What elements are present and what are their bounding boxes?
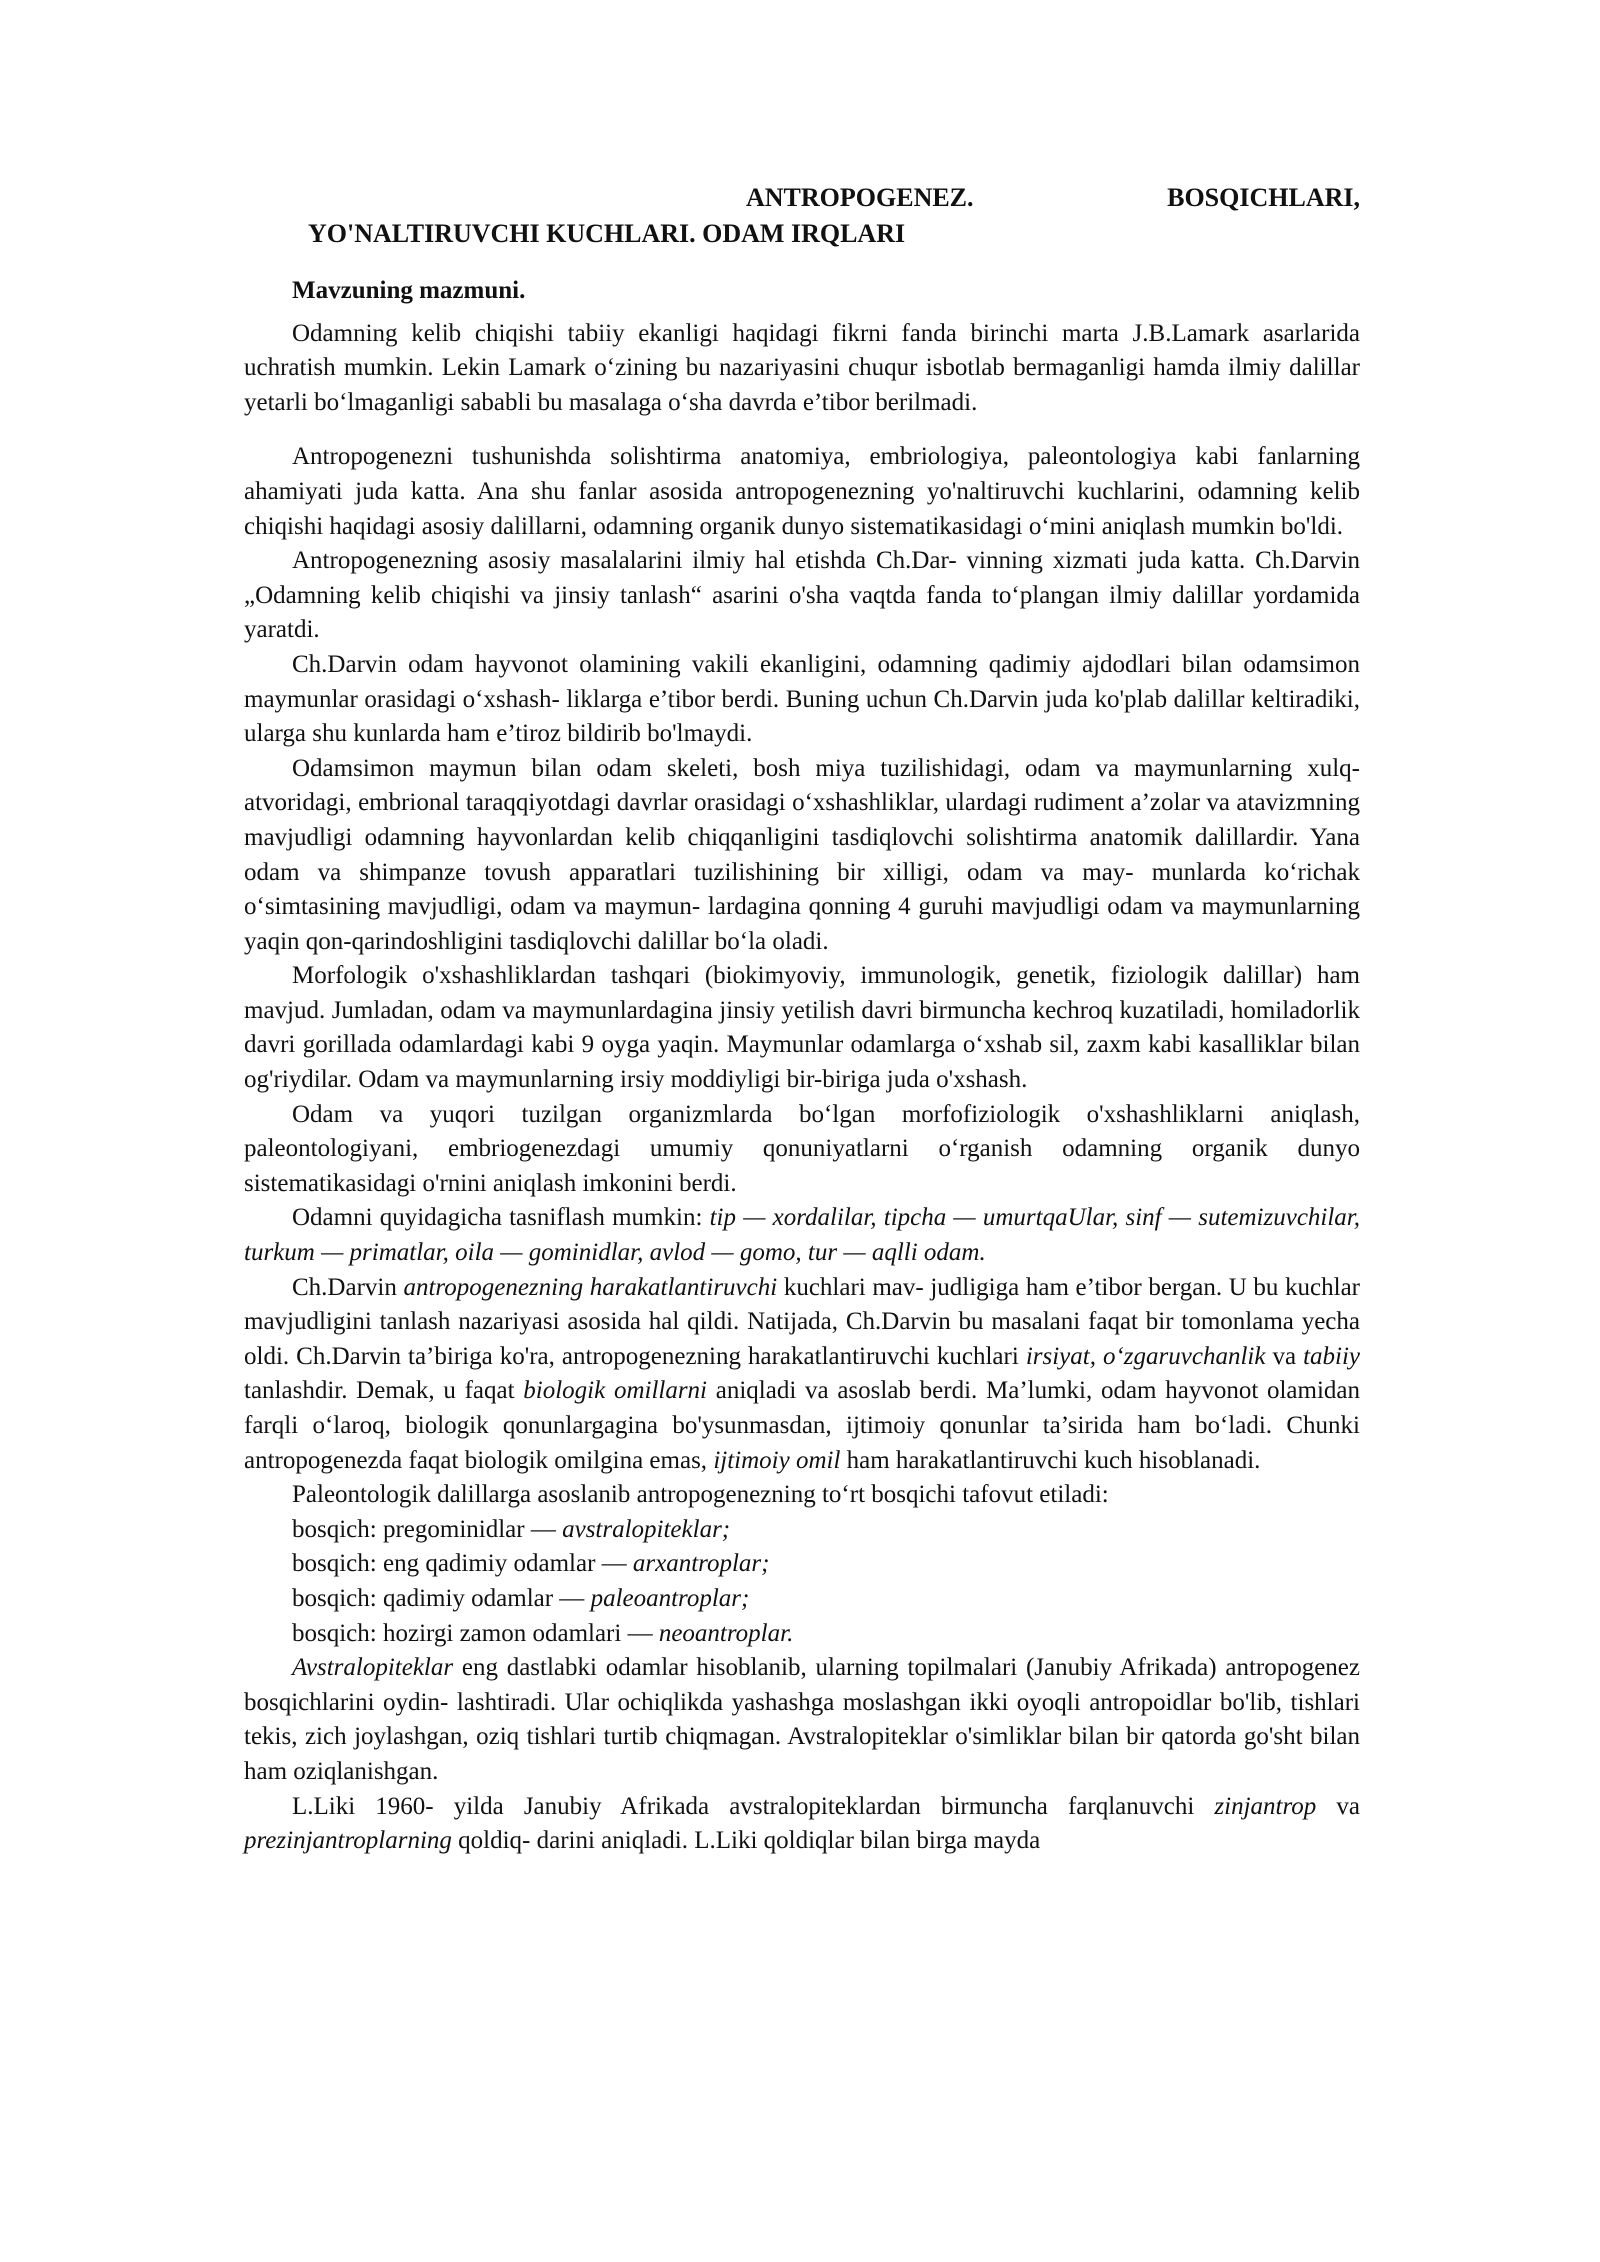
text-run: L.Liki 1960- yilda Janubiy Afrikada avstralopiteklardan birmuncha farqlanuvchi [292,1792,1195,1820]
stage-item-1 [244,1513,1360,1548]
stage-label: bosqich: eng qadimiy odamlar — [292,1550,627,1578]
stage-item-3 [244,1582,1360,1617]
text-run: va [1336,1792,1361,1820]
paragraph-anatomical-evidence: Odamsimon maymun bilan odam skeleti, bosh miya tuzilishidagi, odam va maymunlarning xulq-atvoridagi, embrional taraqqiyotdagi davrlar orasidagi o‘xshashliklar, ulardagi rudiment a’zolar va atavizmning mavjudligi odamning hayvonlardan kelib chiqqanligini tasdiqlovchi solishtirma anatomik dalillardir. Yana odam va shimpanze tovush apparatlari tuzilishining bir xilligi, odam va may- munlarda ko‘richak o‘simtasining mavjudligi, odam va maymun- lardagina qonning 4 guruhi mavjudligi odam va maymunlarning yaqin qon-qarindoshligini tasdiqlovchi dalillar bo‘la oladi. [244,754,1360,955]
section-subheading: Mavzuning mazmuni. [292,277,526,304]
classification-lead: Odamni quyidagicha tasniflash mumkin: [292,1204,703,1232]
text-run: Ch.Darvin [292,1273,397,1301]
title-part-right: BOSQICHLARI, [1167,183,1360,212]
text-run: ham harakatlantiruvchi kuch hisoblanadi. [846,1446,1261,1474]
paragraph-systematics: Odam va yuqori tuzilgan organizmlarda bo‘lgan morfofiziologik o'xshashliklarni aniqlash, paleontologiyani, embriogenezdagi umumiy qonuniyatlarni o‘rganish odamning organik dunyo sistematikasidagi o'rnini aniqlash imkonini berdi. [244,1100,1360,1197]
paragraph-driving-forces [244,1271,1360,1479]
paragraph-darwin-similarities: Ch.Darvin odam hayvonot olamining vakili ekanligini, odamning qadimiy ajdodlari bilan odamsimon maymunlar orasidagi o‘xshash- liklarga e’tibor berdi. Buning uchun Ch.Darvin juda ko'plab dalillar keltiradiki, ularga shu kunlarda ham e’tiroz bildirib bo'lmaydi. [244,650,1360,748]
title-line-1 [244,180,1360,216]
document-page [244,180,1360,1859]
stage-term: paleoantroplar; [590,1584,750,1612]
text-run: qoldiq- darini aniqladi. L.Liki qoldiqlar bilan birga mayda [458,1827,1041,1855]
paragraph-sciences: Antropogenezni tushunishda solishtirma anatomiya, embriologiya, paleontologiya kabi fanlarning ahamiyati juda katta. Ana shu fanlar asosida antropogenezning yo'naltiruvchi kuchlarini, odamning kelib chiqishi haqidagi asosiy dalillarni, odamning organik dunyo sistematikasidagi o‘mini aniqlash mumkin bo'ldi. [244,443,1360,540]
title-part-left: ANTROPOGENEZ. [746,183,974,212]
emphasis-run: antropogenezning harakatlantiruvchi [403,1273,778,1301]
paragraph-lamark: Odamning kelib chiqishi tabiiy ekanligi haqidagi fikrni fanda birinchi marta J.B.Lamark asarlarida uchratish mumkin. Lekin Lamark o‘zining bu nazariyasini chuqur isbotlab bermaganligi hamda ilmiy dalillar yetarli bo‘lmaganligi sababli bu masalaga o‘sha davrda e’tibor berilmadi. [244,319,1360,416]
paragraph-morphological: Morfologik o'xshashliklardan tashqari (biokimyoviy, immunologik, genetik, fiziologik dalillar) ham mavjud. Jumladan, odam va maymunlardagina jinsiy yetilish davri birmuncha kechroq kuzatiladi, homiladorlik davri gorillada odamlardagi kabi 9 oyga yaqin. Maymunlar odamlarga o‘xshab sil, zaxm kabi kasalliklar bilan og'riydilar. Odam va maymunlarning irsiy moddiyligi bir-biriga juda o'xshash. [244,962,1360,1094]
paragraph-classification [244,1201,1360,1270]
emphasis-run: irsiyat, o‘zgaruvchanlik [1025,1342,1266,1370]
emphasis-run: zinjantrop [1214,1792,1317,1820]
stage-term: arxantroplar; [632,1550,770,1578]
classification-taxa: tip — xordalilar, tipcha — umurtqaUlar, sinf — sutemizuvchilar, turkum — primatlar, oila — gominidlar, avlod — gomo, tur — aqlli odam. [244,1204,1361,1267]
emphasis-run: biologik omillarni [523,1377,708,1405]
text-run: tanlashdir. Demak, u faqat [244,1377,515,1405]
stage-label: bosqich: qadimiy odamlar — [292,1584,585,1612]
emphasis-run: Avstralopiteklar [292,1654,454,1682]
stage-label: bosqich: hozirgi zamon odamlari — [292,1619,653,1647]
stage-item-4 [244,1617,1360,1652]
paragraph-stages-intro: Paleontologik dalillarga asoslanib antropogenezning to‘rt bosqichi tafovut etiladi: [292,1481,1109,1509]
emphasis-run: tabiiy [1303,1342,1361,1370]
text-run: eng dastlabki odamlar hisoblanib, ularning topilmalari (Janubiy Afrikada) antropogenez bosqichlarini oydin- lashtiradi. Ular ochiqlikda yashashga moslashgan ikki oyoqli antropoidlar bo'lib, tishlari tekis, zich joylashgan, oziq tishlari turtib chiqmagan. Avstralopiteklar o'simliklar bilan bir qatorda go'sht bilan ham oziqlanishgan. [244,1654,1360,1785]
stage-term: neoantroplar. [658,1619,794,1647]
paragraph-darwin-work: Antropogenezning asosiy masalalarini ilmiy hal etishda Ch.Dar- vinning xizmati juda katta. Ch.Darvin „Odamning kelib chiqishi va jinsiy tanlash“ asarini o'sha vaqtda fanda to‘plangan ilmiy dalillar yordamida yaratdi. [244,547,1360,644]
text-run: kuchlari mav- judligiga ham e’tibor bergan. U bu kuchlar mavjudligini tanlash nazariyasi asosida hal qildi. Natijada, Ch.Darvin bu masalani faqat bir tomonlama yecha oldi. Ch.Darvin ta’biriga ko'ra, antropogenezning harakatlantiruvchi kuchlari [244,1273,1361,1370]
emphasis-run: prezinjantroplarning [244,1827,452,1855]
title-line-2: YO'NALTIRUVCHI KUCHLARI. ODAM IRQLARI [308,219,906,248]
paragraph-liki [244,1790,1360,1859]
emphasis-run: ijtimoiy omil [713,1446,841,1474]
document-title [244,180,1360,252]
text-run: aniqladi va asoslab berdi. Ma’lumki, odam hayvonot olamidan farqli o‘laroq, biologik qonunlargagina bo'ysunmasdan, ijtimoiy qonunlar ta’sirida ham bo‘ladi. Chunki antropogenezda faqat biologik omilgina emas, [244,1377,1361,1474]
stage-term: avstralopiteklar; [562,1515,731,1543]
stage-label: bosqich: pregominidlar — [292,1515,556,1543]
stage-item-2 [244,1547,1360,1582]
text-run: va [1272,1342,1297,1370]
paragraph-australopithecines [244,1651,1360,1789]
